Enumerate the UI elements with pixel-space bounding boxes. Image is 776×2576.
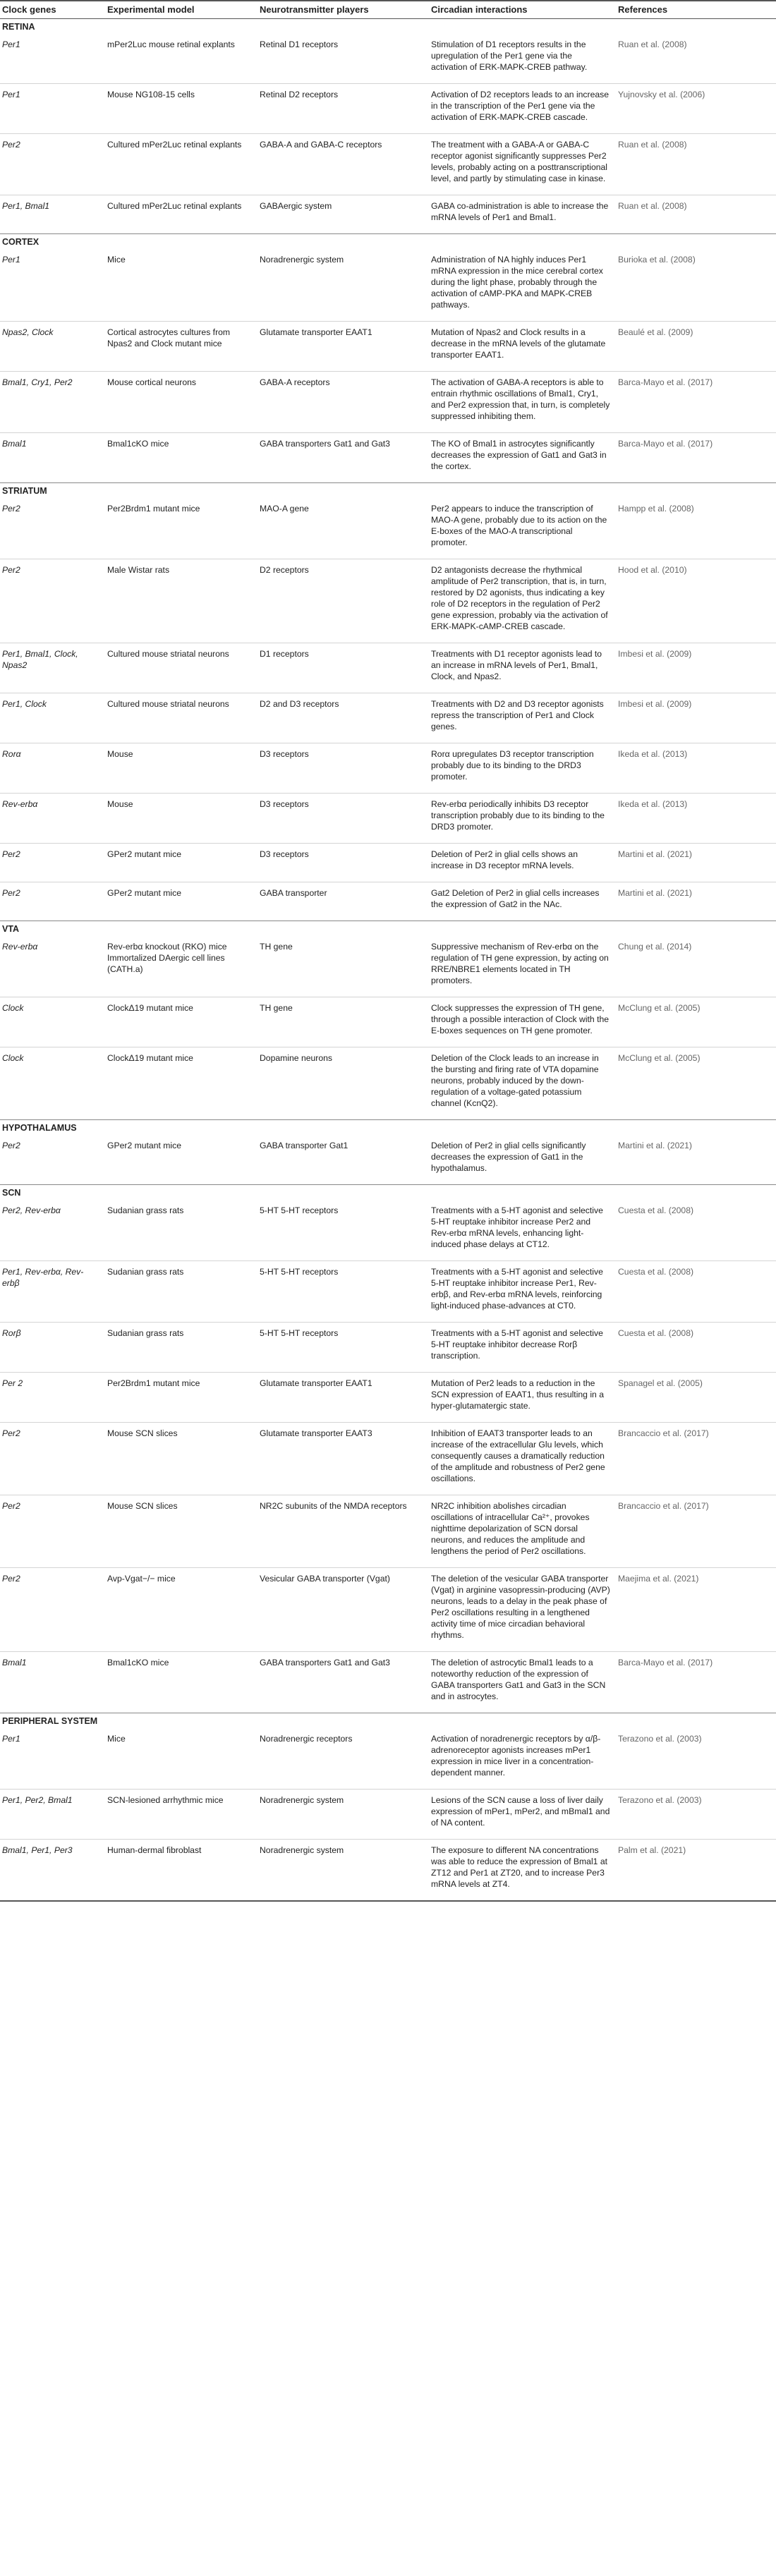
circadian-interactions-cell: Inhibition of EAAT3 transporter leads to an increase of the extracellular Glu levels, which consequently causes a dramatically reduction of the amplitude and robustness of Per2 gene oscillations.: [429, 1423, 616, 1495]
table-row: [0, 559, 776, 643]
experimental-model-cell: Mice: [107, 255, 126, 265]
clock-genes-cell: Bmal1, Per1, Per3: [0, 1840, 105, 1902]
reference-cell: Martini et al. (2021): [616, 844, 776, 882]
circadian-interactions-cell: Mutation of Per2 leads to a reduction in the SCN expression of EAAT1, thus resulting in a hyper-glutamatergic state.: [429, 1373, 616, 1423]
clock-genes-cell: Per 2: [0, 1373, 105, 1423]
circadian-interactions-cell: The deletion of astrocytic Bmal1 leads to a noteworthy reduction of the expression of GABA transporters Gat1 and Gat3 in the SCN and in astrocytes.: [429, 1652, 616, 1713]
header-clock-genes: Clock genes: [0, 1, 105, 19]
neurotransmitter-players-cell: GABAergic system: [257, 195, 429, 234]
experimental-model-cell: GPer2 mutant mice: [107, 1141, 181, 1150]
circadian-interactions-cell: Administration of NA highly induces Per1 mRNA expression in the mice cerebral cortex during the light phase, probably through the activation of cAMP-PKA and MAPK-CREB pathways.: [431, 255, 603, 310]
experimental-model-cell: Bmal1cKO mice: [105, 433, 257, 483]
clock-genes-cell: Per1, Rev-erbα, Rev-erbβ: [0, 1261, 105, 1323]
neurotransmitter-players-cell: Glutamate transporter EAAT1: [257, 1373, 429, 1423]
circadian-interactions-cell: Deletion of Per2 in glial cells significantly decreases the expression of Gat1 in the hypothalamus.: [431, 1141, 586, 1173]
circadian-interactions-cell: Activation of D2 receptors leads to an increase in the transcription of the Per1 gene via the activation of ERK-MAPK-CREB cascade.: [429, 84, 616, 134]
clock-genes-cell: Per2, Rev-erbα: [2, 1205, 61, 1215]
neurotransmitter-players-cell: D2 receptors: [257, 559, 429, 643]
circadian-interactions-cell: Clock suppresses the expression of TH gene, through a possible interaction of Clock with the E-boxes sequences on TH gene promoter.: [429, 997, 616, 1047]
experimental-model-cell: mPer2Luc mouse retinal explants: [107, 40, 235, 49]
experimental-model-cell: Cortical astrocytes cultures from Npas2 and Clock mutant mice: [105, 322, 257, 372]
reference-cell: Hood et al. (2010): [616, 559, 776, 643]
experimental-model-cell: SCN-lesioned arrhythmic mice: [105, 1790, 257, 1840]
experimental-model-cell: Mouse SCN slices: [105, 1423, 257, 1495]
circadian-interactions-cell: Treatments with D2 and D3 receptor agonists repress the transcription of Per1 and Clock genes.: [429, 693, 616, 743]
neurotransmitter-players-cell: D3 receptors: [257, 844, 429, 882]
circadian-interactions-cell: The KO of Bmal1 in astrocytes significantly decreases the expression of Gat1 and Gat3 in the cortex.: [429, 433, 616, 483]
reference-cell: Hampp et al. (2008): [618, 504, 694, 514]
experimental-model-cell: Sudanian grass rats: [107, 1205, 184, 1215]
section-row-vta: [0, 921, 776, 937]
clock-genes-cell: Per1, Bmal1, Clock, Npas2: [0, 643, 105, 693]
table-row: [0, 1568, 776, 1652]
clock-genes-cell: Per2: [0, 134, 105, 195]
circadian-interactions-cell: Rorα upregulates D3 receptor transcription probably due to its binding to the DRD3 promoter.: [429, 743, 616, 794]
reference-cell: Ruan et al. (2008): [618, 40, 687, 49]
neurotransmitter-players-cell: Dopamine neurons: [257, 1047, 429, 1120]
table-row: [0, 1261, 776, 1323]
reference-cell: Spanagel et al. (2005): [616, 1373, 776, 1423]
clock-genes-cell: Rev-erbα: [2, 942, 38, 952]
experimental-model-cell: Mouse SCN slices: [105, 1495, 257, 1568]
clock-genes-cell: Per1: [2, 40, 20, 49]
table-row: [0, 1373, 776, 1423]
neurotransmitter-players-cell: D3 receptors: [257, 794, 429, 844]
table-row: [0, 1840, 776, 1902]
clock-genes-cell: Per1, Clock: [0, 693, 105, 743]
table-row: [0, 195, 776, 234]
section-row-cortex: [0, 234, 776, 250]
table-row: [0, 844, 776, 882]
clock-genes-cell: Bmal1, Cry1, Per2: [0, 372, 105, 433]
reference-cell: Palm et al. (2021): [616, 1840, 776, 1902]
circadian-interactions-cell: Treatments with a 5-HT agonist and selective 5-HT reuptake inhibitor increase Per2 and Rev-erbα mRNA levels, enhancing light-induced phase delays at CT12.: [431, 1205, 603, 1249]
neurotransmitter-players-cell: Glutamate transporter EAAT1: [257, 322, 429, 372]
section-row-peripheral-system: [0, 1713, 776, 1729]
circadian-interactions-cell: Suppressive mechanism of Rev-erbα on the regulation of TH gene expression, by acting on RRE/NBRE1 elements located in TH promoters.: [431, 942, 609, 985]
experimental-model-cell: Avp-Vgat−/− mice: [105, 1568, 257, 1652]
reference-cell: McClung et al. (2005): [616, 1047, 776, 1120]
table-row: [0, 936, 776, 997]
reference-cell: Ikeda et al. (2013): [616, 794, 776, 844]
circadian-interactions-cell: Rev-erbα periodically inhibits D3 receptor transcription probably due to its binding to the DRD3 promoter.: [429, 794, 616, 844]
reference-cell: Burioka et al. (2008): [618, 255, 696, 265]
experimental-model-cell: Sudanian grass rats: [105, 1323, 257, 1373]
experimental-model-cell: GPer2 mutant mice: [105, 844, 257, 882]
table-row: [0, 84, 776, 134]
experimental-model-cell: Mouse: [105, 794, 257, 844]
circadian-interactions-cell: Per2 appears to induce the transcription of MAO-A gene, probably due to its action on the E-boxes of the MAO-A transcriptional promoter.: [431, 504, 607, 547]
table-header-row: [0, 1, 776, 19]
reference-cell: Ruan et al. (2008): [616, 134, 776, 195]
reference-cell: Barca-Mayo et al. (2017): [616, 1652, 776, 1713]
neurotransmitter-players-cell: Noradrenergic system: [257, 1790, 429, 1840]
reference-cell: Terazono et al. (2003): [616, 1790, 776, 1840]
clock-genes-cell: Per1, Bmal1: [0, 195, 105, 234]
circadian-interactions-cell: GABA co-administration is able to increase the mRNA levels of Per1 and Bmal1.: [429, 195, 616, 234]
neurotransmitter-players-cell: GABA transporters Gat1 and Gat3: [257, 433, 429, 483]
clock-genes-cell: Per1: [2, 1734, 20, 1744]
table-row: [0, 1423, 776, 1495]
experimental-model-cell: GPer2 mutant mice: [105, 882, 257, 921]
circadian-interactions-cell: Gat2 Deletion of Per2 in glial cells increases the expression of Gat2 in the NAc.: [429, 882, 616, 921]
experimental-model-cell: Sudanian grass rats: [105, 1261, 257, 1323]
circadian-interactions-cell: Stimulation of D1 receptors results in the upregulation of the Per1 gene via the activation of ERK-MAPK-CREB pathway.: [431, 40, 588, 72]
section-title: SCN: [0, 1185, 776, 1201]
neurotransmitter-players-cell: 5-HT 5-HT receptors: [257, 1261, 429, 1323]
clock-genes-cell: Per1: [0, 84, 105, 134]
clock-genes-cell: Per2: [0, 1423, 105, 1495]
table-row: [0, 1495, 776, 1568]
experimental-model-cell: Mice: [107, 1734, 126, 1744]
clock-genes-cell: Rorβ: [0, 1323, 105, 1373]
table-row: [0, 1200, 776, 1261]
reference-cell: Barca-Mayo et al. (2017): [616, 372, 776, 433]
reference-cell: Martini et al. (2021): [616, 882, 776, 921]
table-row: [0, 1728, 776, 1790]
table-row: [0, 1047, 776, 1120]
table-row: [0, 433, 776, 483]
experimental-model-cell: Rev-erbα knockout (RKO) mice Immortalized DAergic cell lines (CATH.a): [107, 942, 227, 974]
reference-cell: Imbesi et al. (2009): [616, 643, 776, 693]
clock-genes-cell: Clock: [0, 1047, 105, 1120]
reference-cell: Ruan et al. (2008): [616, 195, 776, 234]
experimental-model-cell: ClockΔ19 mutant mice: [105, 997, 257, 1047]
header-neurotransmitter-players: Neurotransmitter players: [257, 1, 429, 19]
clock-genes-cell: Per1, Per2, Bmal1: [0, 1790, 105, 1840]
reference-cell: Ikeda et al. (2013): [616, 743, 776, 794]
circadian-interactions-cell: NR2C inhibition abolishes circadian oscillations of intracellular Ca²⁺, provokes nighttime depolarization of SCN dorsal neurons, and reduces the amplitude and lengthens the period of Per2 oscillations.: [429, 1495, 616, 1568]
neurotransmitter-players-cell: Glutamate transporter EAAT3: [257, 1423, 429, 1495]
experimental-model-cell: Per2Brdm1 mutant mice: [105, 1373, 257, 1423]
neurotransmitter-players-cell: GABA-A and GABA-C receptors: [257, 134, 429, 195]
neurotransmitter-players-cell: MAO-A gene: [260, 504, 309, 514]
reference-cell: Barca-Mayo et al. (2017): [616, 433, 776, 483]
experimental-model-cell: Per2Brdm1 mutant mice: [107, 504, 200, 514]
experimental-model-cell: Cultured mouse striatal neurons: [105, 693, 257, 743]
neurotransmitter-players-cell: GABA-A receptors: [257, 372, 429, 433]
section-title: STRIATUM: [0, 483, 776, 499]
section-row-retina: [0, 19, 776, 35]
experimental-model-cell: Male Wistar rats: [105, 559, 257, 643]
clock-genes-cell: Per2: [0, 1495, 105, 1568]
neurotransmitter-players-cell: GABA transporter: [257, 882, 429, 921]
reference-cell: Imbesi et al. (2009): [616, 693, 776, 743]
circadian-interactions-cell: The deletion of the vesicular GABA transporter (Vgat) in arginine vasopressin-producing (AVP) neurons, leads to a delay in the peak phase of Per2 oscillations resulting in a lengthened activity time of mice circadian behavioral rhythms.: [429, 1568, 616, 1652]
section-row-hypothalamus: [0, 1120, 776, 1136]
table-body: [0, 19, 776, 1902]
neurotransmitter-players-cell: NR2C subunits of the NMDA receptors: [257, 1495, 429, 1568]
header-references: References: [616, 1, 776, 19]
reference-cell: Brancaccio et al. (2017): [616, 1495, 776, 1568]
header-circadian-interactions: Circadian interactions: [429, 1, 616, 19]
table-row: [0, 693, 776, 743]
clock-genes-cell: Per2: [2, 1141, 20, 1150]
table-row: [0, 134, 776, 195]
table-row: [0, 34, 776, 84]
reference-cell: Cuesta et al. (2008): [616, 1323, 776, 1373]
clock-genes-cell: Per2: [2, 504, 20, 514]
neurotransmitter-players-cell: 5-HT 5-HT receptors: [260, 1205, 339, 1215]
table-row: [0, 498, 776, 559]
neurotransmitter-players-cell: Noradrenergic system: [257, 1840, 429, 1902]
reference-cell: Cuesta et al. (2008): [618, 1205, 694, 1215]
circadian-interactions-cell: The treatment with a GABA-A or GABA-C receptor agonist significantly suppresses Per2 levels, probably acting on a posttranscriptional level, and partly by stimulating case in kinase.: [429, 134, 616, 195]
circadian-interactions-cell: D2 antagonists decrease the rhythmical amplitude of Per2 transcription, that is, in turn, restored by D2 agonists, thus indicating a key role of D2 receptors in the regulation of Per2 gene expression, probably via the activation of ERK-MAPK-cAMP-CREB cascade.: [429, 559, 616, 643]
circadian-interactions-cell: Mutation of Npas2 and Clock results in a decrease in the mRNA levels of the glutamate transporter EAAT1.: [429, 322, 616, 372]
neurotransmitter-players-cell: TH gene: [260, 942, 293, 952]
table-row: [0, 322, 776, 372]
neurotransmitter-players-cell: Vesicular GABA transporter (Vgat): [257, 1568, 429, 1652]
experimental-model-cell: Cultured mouse striatal neurons: [105, 643, 257, 693]
experimental-model-cell: Cultured mPer2Luc retinal explants: [105, 134, 257, 195]
clock-genes-cell: Per2: [0, 559, 105, 643]
neurotransmitter-players-cell: GABA transporters Gat1 and Gat3: [257, 1652, 429, 1713]
table-row: [0, 643, 776, 693]
section-row-striatum: [0, 483, 776, 499]
reference-cell: McClung et al. (2005): [616, 997, 776, 1047]
reference-cell: Maejima et al. (2021): [616, 1568, 776, 1652]
experimental-model-cell: Cultured mPer2Luc retinal explants: [105, 195, 257, 234]
table-row: [0, 794, 776, 844]
table-row: [0, 1652, 776, 1713]
neurotransmitter-players-cell: D2 and D3 receptors: [257, 693, 429, 743]
reference-cell: Cuesta et al. (2008): [616, 1261, 776, 1323]
clock-genes-cell: Clock: [0, 997, 105, 1047]
experimental-model-cell: Human-dermal fibroblast: [105, 1840, 257, 1902]
circadian-interactions-cell: Activation of noradrenergic receptors by α/β-adrenoreceptor agonists increases mPer1 expression in mice liver in a concentration-dependent manner.: [431, 1734, 601, 1778]
section-title: CORTEX: [0, 234, 776, 250]
clock-genes-cell: Bmal1: [0, 433, 105, 483]
table-row: [0, 1790, 776, 1840]
section-title: HYPOTHALAMUS: [0, 1120, 776, 1136]
neurotransmitter-players-cell: D1 receptors: [257, 643, 429, 693]
experimental-model-cell: ClockΔ19 mutant mice: [105, 1047, 257, 1120]
reference-cell: Chung et al. (2014): [618, 942, 692, 952]
clock-genes-cell: Npas2, Clock: [0, 322, 105, 372]
circadian-interactions-cell: Deletion of Per2 in glial cells shows an increase in D3 receptor mRNA levels.: [429, 844, 616, 882]
experimental-model-cell: Bmal1cKO mice: [105, 1652, 257, 1713]
section-title: VTA: [0, 921, 776, 937]
clock-genes-cell: Per1: [2, 255, 20, 265]
experimental-model-cell: Mouse NG108-15 cells: [105, 84, 257, 134]
circadian-interactions-cell: The activation of GABA-A receptors is able to entrain rhythmic oscillations of Bmal1, Cry1, and Per2 expression that, in turn, is completely suppressed inhibiting them.: [429, 372, 616, 433]
section-title: PERIPHERAL SYSTEM: [0, 1713, 776, 1729]
neurotransmitter-players-cell: D3 receptors: [257, 743, 429, 794]
circadian-interactions-cell: Treatments with a 5-HT agonist and selective 5-HT reuptake inhibitor increase Per1, Rev-erbβ, and Rev-erbα mRNA levels, reinforcing light-induced phase-advances at CT0.: [429, 1261, 616, 1323]
neurotransmitter-players-cell: TH gene: [257, 997, 429, 1047]
reference-cell: Martini et al. (2021): [618, 1141, 692, 1150]
neurotransmitter-players-cell: Noradrenergic system: [260, 255, 344, 265]
table-row: [0, 882, 776, 921]
clock-genes-cell: Bmal1: [0, 1652, 105, 1713]
experimental-model-cell: Mouse: [105, 743, 257, 794]
header-experimental-model: Experimental model: [105, 1, 257, 19]
clock-genes-cell: Rev-erbα: [0, 794, 105, 844]
table-row: [0, 249, 776, 322]
clock-genes-cell: Per2: [0, 882, 105, 921]
circadian-interactions-cell: Lesions of the SCN cause a loss of liver daily expression of mPer1, mPer2, and mBmal1 and of NA content.: [429, 1790, 616, 1840]
table-row: [0, 1323, 776, 1373]
circadian-interactions-cell: Deletion of the Clock leads to an increase in the bursting and firing rate of VTA dopamine neurons, probably induced by the down-regulation of a voltage-gated potassium channel (KcnQ2).: [429, 1047, 616, 1120]
neurotransmitter-players-cell: GABA transporter Gat1: [260, 1141, 348, 1150]
reference-cell: Terazono et al. (2003): [618, 1734, 702, 1744]
table-row: [0, 1135, 776, 1185]
circadian-interactions-cell: Treatments with a 5-HT agonist and selective 5-HT reuptake inhibitor decrease Rorβ transcription.: [429, 1323, 616, 1373]
reference-cell: Yujnovsky et al. (2006): [616, 84, 776, 134]
circadian-interactions-cell: Treatments with D1 receptor agonists lead to an increase in mRNA levels of Per1, Bmal1, Clock, and Npas2.: [429, 643, 616, 693]
table-row: [0, 372, 776, 433]
table-row: [0, 743, 776, 794]
section-row-scn: [0, 1185, 776, 1201]
neurotransmitter-players-cell: Retinal D2 receptors: [257, 84, 429, 134]
reference-cell: Brancaccio et al. (2017): [616, 1423, 776, 1495]
clock-genes-cell: Rorα: [0, 743, 105, 794]
clock-genes-cell: Per2: [0, 844, 105, 882]
table-row: [0, 997, 776, 1047]
experimental-model-cell: Mouse cortical neurons: [105, 372, 257, 433]
reference-cell: Beaulé et al. (2009): [616, 322, 776, 372]
section-title: RETINA: [0, 19, 776, 35]
neurotransmitter-players-cell: Retinal D1 receptors: [260, 40, 339, 49]
neurotransmitter-players-cell: Noradrenergic receptors: [260, 1734, 353, 1744]
circadian-interactions-cell: The exposure to different NA concentrations was able to reduce the expression of Bmal1 at ZT12 and Per1 at ZT20, and to increase Per3 mRNA levels at ZT4.: [429, 1840, 616, 1902]
clock-genes-cell: Per2: [0, 1568, 105, 1652]
neurotransmitter-players-cell: 5-HT 5-HT receptors: [257, 1323, 429, 1373]
